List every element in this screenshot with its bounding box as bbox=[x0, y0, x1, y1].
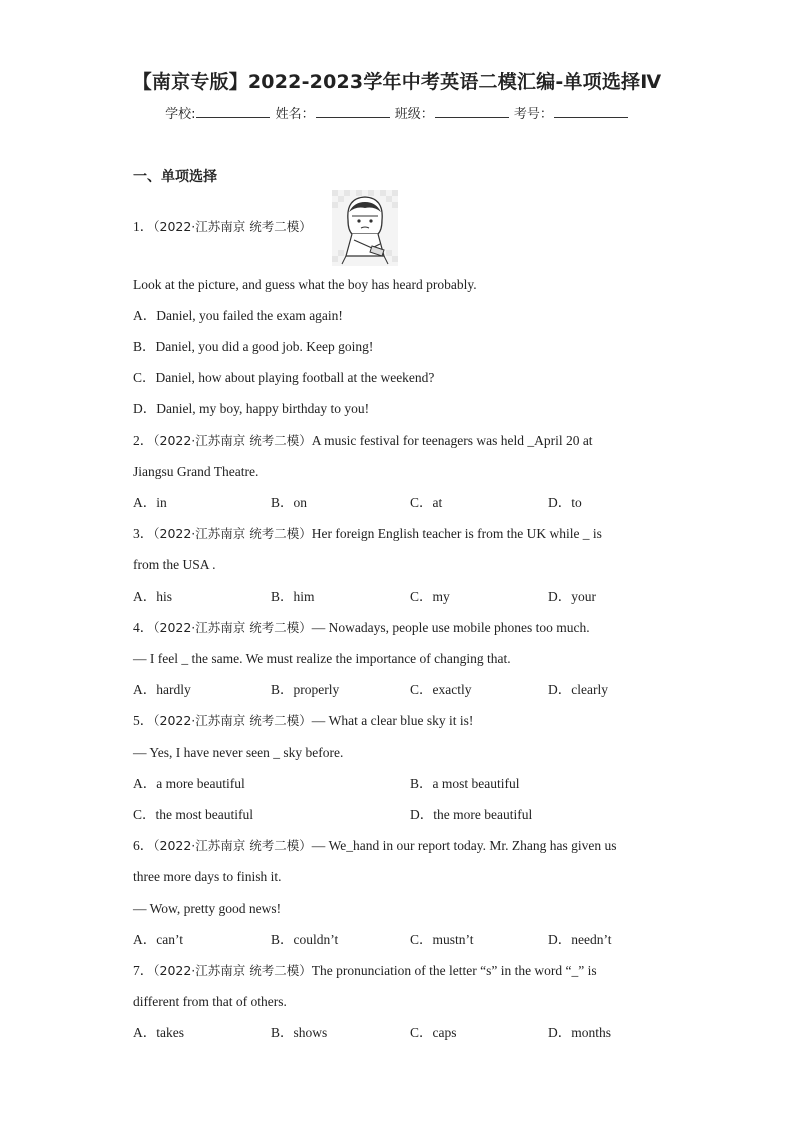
question-3-option-d[interactable]: D．your bbox=[548, 589, 596, 604]
question-3-header bbox=[133, 525, 602, 543]
question-2-header bbox=[133, 432, 593, 450]
question-1-option-b[interactable]: B．Daniel, you did a good job. Keep going! bbox=[133, 339, 374, 354]
question-3-stem-first: Her foreign English teacher is from the UK while _ is bbox=[311, 526, 602, 541]
question-1-header bbox=[133, 218, 312, 236]
question-source: （2022·江苏南京 统考二模） bbox=[153, 838, 312, 853]
question-6-stem-first: — We_hand in our report today. Mr. Zhang has given us bbox=[311, 838, 617, 853]
question-1-option-a[interactable]: A．Daniel, you failed the exam again! bbox=[133, 308, 343, 323]
question-number: 1． bbox=[133, 219, 154, 234]
question-7-option-d[interactable]: D．months bbox=[548, 1025, 612, 1040]
class-label: 班级： bbox=[394, 107, 434, 122]
class-blank[interactable] bbox=[435, 105, 509, 118]
question-3-stem: from the USA . bbox=[133, 557, 216, 572]
question-4-header bbox=[133, 619, 590, 637]
question-3-option-b[interactable]: B．him bbox=[271, 589, 315, 604]
question-5-stem-first: — What a clear blue sky it is! bbox=[311, 713, 474, 728]
question-2-option-c[interactable]: C．at bbox=[410, 495, 443, 510]
question-5-option-b[interactable]: B．a most beautiful bbox=[410, 776, 520, 791]
school-blank[interactable] bbox=[196, 105, 270, 118]
question-1-option-c[interactable]: C．Daniel, how about playing football at the weekend? bbox=[133, 370, 435, 385]
question-6-stem-reply: — Wow, pretty good news! bbox=[133, 901, 282, 916]
question-4-stem-first: — Nowadays, people use mobile phones too much. bbox=[311, 620, 590, 635]
question-5-header bbox=[133, 712, 473, 730]
question-6-stem: three more days to finish it. bbox=[133, 869, 282, 884]
question-number: 4． bbox=[133, 620, 154, 635]
question-5-option-c[interactable]: C．the most beautiful bbox=[133, 807, 253, 822]
name-blank[interactable] bbox=[316, 105, 390, 118]
question-6-option-c[interactable]: C．mustn’t bbox=[410, 932, 474, 947]
question-1-option-d[interactable]: D．Daniel, my boy, happy birthday to you! bbox=[133, 401, 370, 416]
question-7-option-a[interactable]: A．takes bbox=[133, 1025, 184, 1040]
question-number: 5． bbox=[133, 713, 154, 728]
question-6-option-a[interactable]: A．can’t bbox=[133, 932, 183, 947]
question-number: 3． bbox=[133, 526, 154, 541]
question-2-stem: Jiangsu Grand Theatre. bbox=[133, 464, 259, 479]
question-number: 7． bbox=[133, 963, 154, 978]
question-5-option-d[interactable]: D．the more beautiful bbox=[410, 807, 533, 822]
question-2-option-b[interactable]: B．on bbox=[271, 495, 308, 510]
question-7-stem-first: The pronunciation of the letter “s” in the word “_” is bbox=[311, 963, 597, 978]
question-6-option-d[interactable]: D．needn’t bbox=[548, 932, 612, 947]
question-source: （2022·江苏南京 统考二模） bbox=[153, 963, 312, 978]
question-7-stem: different from that of others. bbox=[133, 994, 287, 1009]
question-source: （2022·江苏南京 统考二模） bbox=[153, 433, 312, 448]
question-source: （2022·江苏南京 统考二模） bbox=[153, 713, 312, 728]
number-label: 考号： bbox=[513, 107, 553, 122]
cartoon-boy-thinking-icon bbox=[332, 190, 398, 266]
question-4-option-b[interactable]: B．properly bbox=[271, 682, 340, 697]
student-info-row bbox=[0, 103, 794, 122]
question-4-option-a[interactable]: A．hardly bbox=[133, 682, 191, 697]
question-number: 2． bbox=[133, 433, 154, 448]
question-2-stem-first: A music festival for teenagers was held _April 20 at bbox=[311, 433, 593, 448]
question-source: （2022·江苏南京 统考二模） bbox=[153, 620, 312, 635]
number-blank[interactable] bbox=[554, 105, 628, 118]
school-label: 学校: bbox=[165, 107, 196, 122]
question-source: （2022·江苏南京 统考二模） bbox=[153, 219, 312, 234]
question-number: 6． bbox=[133, 838, 154, 853]
question-source: （2022·江苏南京 统考二模） bbox=[153, 526, 312, 541]
question-4-option-c[interactable]: C．exactly bbox=[410, 682, 472, 697]
question-2-option-a[interactable]: A．in bbox=[133, 495, 167, 510]
section-heading: 一、单项选择 bbox=[133, 169, 217, 185]
question-6-option-b[interactable]: B．couldn’t bbox=[271, 932, 339, 947]
page-title: 【南京专版】2022-2023学年中考英语二模汇编-单项选择Ⅳ bbox=[132, 71, 662, 93]
name-label: 姓名： bbox=[275, 107, 315, 122]
question-3-option-c[interactable]: C．my bbox=[410, 589, 450, 604]
question-2-option-d[interactable]: D．to bbox=[548, 495, 582, 510]
question-4-stem: — I feel _ the same. We must realize the importance of changing that. bbox=[133, 651, 511, 666]
question-3-option-a[interactable]: A．his bbox=[133, 589, 173, 604]
question-4-option-d[interactable]: D．clearly bbox=[548, 682, 608, 697]
question-7-option-b[interactable]: B．shows bbox=[271, 1025, 328, 1040]
question-7-header bbox=[133, 962, 597, 980]
question-7-option-c[interactable]: C．caps bbox=[410, 1025, 457, 1040]
question-5-stem: — Yes, I have never seen _ sky before. bbox=[133, 745, 344, 760]
question-1-stem: Look at the picture, and guess what the boy has heard probably. bbox=[133, 277, 477, 292]
question-6-header bbox=[133, 837, 617, 855]
question-5-option-a[interactable]: A．a more beautiful bbox=[133, 776, 245, 791]
